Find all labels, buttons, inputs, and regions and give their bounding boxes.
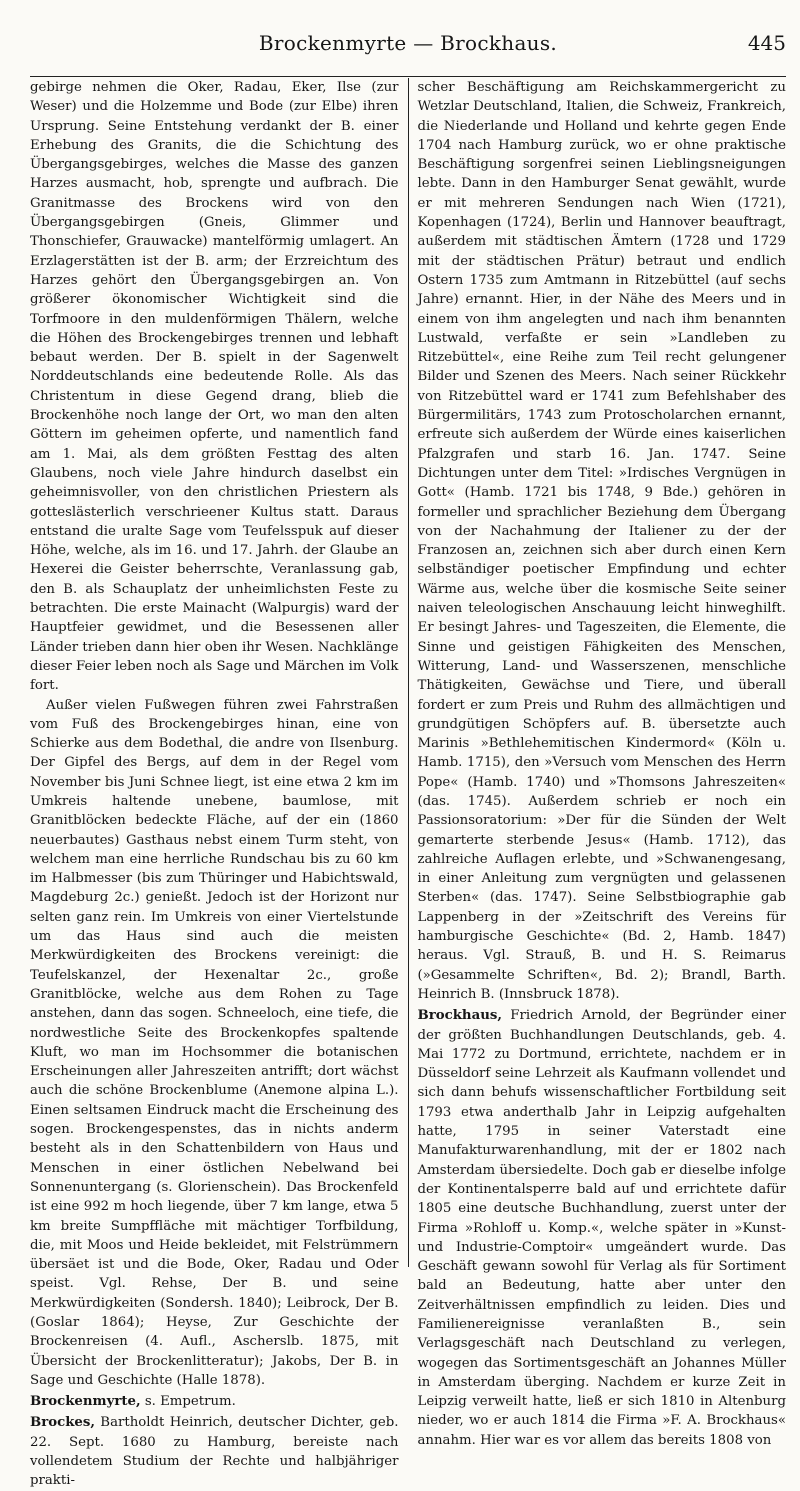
header-rule <box>30 76 786 77</box>
left-column <box>30 78 399 1489</box>
headword-brockhaus: Brockhaus, <box>417 1008 502 1024</box>
entry-brockhaus-text: Friedrich Arnold, der Begründer einer der größten Buchhandlungen Deutschlands, geb. 4. Mai 1772 zu Dortmund, errichtete, nachdem er in Düsseldorf seine Lehrzeit als Kaufmann vollendet und sich dann behufs wissenschaftlicher Fortbildung seit 1793 etwa anderthalb Jahr in Leipzig aufgehalten hatte, 1795 in seiner Vaterstadt eine Manufakturwarenhandlung, mit der er 1802 nach Amsterdam übersiedelte. Doch gab er dieselbe infolge der Kontinentalsperre bald auf und errichtete dafür 1805 eine deutsche Buchhandlung, zuerst unter der Firma »Rohloff u. Komp.«, welche später in »Kunst- und Industrie-Comptoir« umgeändert wurde. Das Geschäft gewann sowohl für Verlag als für Sortiment bald an Bedeutung, hatte aber unter den Zeitverhältnissen empfindlich zu leiden. Dies und Familienereignisse veranlaßten B., sein Verlagsgeschäft nach Deutschland zu verlegen, wogegen das Sortimentsgeschäft an Johannes Müller in Amsterdam überging. Nachdem er kurze Zeit in Leipzig verweilt hatte, ließ er sich 1810 in Altenburg nieder, wo er auch 1814 die Firma »F. A. Brockhaus« annahm. Hier war es vor allem das bereits 1808 von <box>417 1008 786 1448</box>
entry-brockenmyrte <box>30 1392 399 1411</box>
brocken-paragraph-2: Außer vielen Fußwegen führen zwei Fahrstraßen vom Fuß des Brockengebirges hinan, eine von Schierke aus dem Bodethal, die andre von Ilsenburg. Der Gipfel des Bergs, auf dem in der Regel vom November bis Juni Schnee liegt, ist eine etwa 2 km im Umkreis haltende unebene, baumlose, mit Granitblöcken bedeckte Fläche, auf der ein (1860 neuerbautes) Gasthaus nebst einem Turm steht, von welchem man eine herrliche Rundschau bis zu 60 km im Halbmesser (bis zum Thüringer und Habichtswald, Magdeburg 2c.) genießt. Jedoch ist der Horizont nur selten ganz rein. Im Umkreis von einer Viertelstunde um das Haus sind auch die meisten Merkwürdigkeiten des Brockens vereinigt: die Teufelskanzel, der Hexenaltar 2c., große Granitblöcke, welche aus dem Rohen zu Tage anstehen, dann das sogen. Schneeloch, eine tiefe, die nordwestliche Seite des Brockenkopfes spaltende Kluft, wo man im Hochsommer die botanischen Erscheinungen aller Jahreszeiten antrifft; dort wächst auch die schöne Brockenblume (Anemone alpina L.). Einen seltsamen Eindruck macht die Erscheinung des sogen. Brockengespenstes, das in nichts anderm besteht als in den Schattenbildern von Haus und Menschen in einer östlichen Nebelwand bei Sonnenuntergang (s. Glorienschein). Das Brockenfeld ist eine 992 m hoch liegende, über 7 km lange, etwa 5 km breite Sumpffläche mit mächtiger Torfbildung, die, mit Moos und Heide bekleidet, mit Felstrümmern übersäet ist und die Bode, Oker, Radau und Oder speist. Vgl. Rehse, Der B. und seine Merkwürdigkeiten (Sondersh. 1840); Leibrock, Der B. (Goslar 1864); Heyse, Zur Geschichte der Brockenreisen (4. Aufl., Ascherslb. 1875, mit Übersicht der Brockenlitteratur); Jakobs, Der B. in Sage und Geschichte (Halle 1878). <box>30 697 399 1388</box>
brocken-paragraph-1: gebirge nehmen die Oker, Radau, Eker, Ilse (zur Weser) und die Holzemme und Bode (zur Elbe) ihren Ursprung. Seine Entstehung verdankt der B. einer Erhebung des Granits, die die Schichtung des Übergangsgebirges, welches die Masse des ganzen Harzes ausmacht, hob, sprengte und aufbrach. Die Granitmasse des Brockens wird von den Übergangsgebirgen (Gneis, Glimmer und Thonschiefer, Grauwacke) mantelförmig umlagert. An Erzlagerstätten ist der B. arm; der Erzreichtum des Harzes gehört den Übergangsgebirgen an. Von größerer ökonomischer Wichtigkeit sind die Torfmoore in den muldenförmigen Thälern, welche die Höhen des Brockengebirges trennen und lebhaft bebaut werden. Der B. spielt in der Sagenwelt Norddeutschlands eine bedeutende Rolle. Als das Christentum in diese Gegend drang, blieb die Brockenhöhe noch lange der Ort, wo man den alten Göttern im geheimen opferte, und namentlich fand am 1. Mai, als dem größten Festtag des alten Glaubens, noch viele Jahre hindurch daselbst ein geheimnisvoller, von den christlichen Priestern als gotteslästerlich verschrieener Kultus statt. Daraus entstand die uralte Sage vom Teufelsspuk auf dieser Höhe, welche, als im 16. und 17. Jahrh. der Glaube an Hexerei die Geister beherrschte, Veranlassung gab, den B. als Schauplatz der unheimlichsten Feste zu betrachten. Die erste Mainacht (Walpurgis) ward der Hauptfeier gewidmet, und die Besessenen aller Länder trieben dann hier oben ihr Wesen. Nachklänge dieser Feier leben noch als Sage und Märchen im Volk fort. <box>30 80 399 694</box>
headword-brockenmyrte: Brockenmyrte, <box>30 1394 141 1410</box>
text-columns <box>30 78 786 1489</box>
brockes-continuation: scher Beschäftigung am Reichskammergericht zu Wetzlar Deutschland, Italien, die Schweiz, Frankreich, die Niederlande und Holland und kehrte gegen Ende 1704 nach Hamburg zurück, wo er ohne praktische Beschäftigung sorgenfrei seinen Lieblingsneigungen lebte. Dann in den Hamburger Senat gewählt, wurde er mit mehreren Sendungen nach Wien (1721), Kopenhagen (1724), Berlin und Hannover beauftragt, außerdem mit städtischen Ämtern (1728 und 1729 mit der städtischen Prätur) betraut und endlich Ostern 1735 zum Amtmann in Ritzebüttel (auf sechs Jahre) ernannt. Hier, in der Nähe des Meers und in einem von ihm angelegten und nach ihm benannten Lustwald, verfaßte er sein »Landleben zu Ritzebüttel«, eine Reihe zum Teil recht gelungener Bilder und Szenen des Meers. Nach seiner Rückkehr von Ritzebüttel ward er 1741 zum Befehlshaber des Bürgermilitärs, 1743 zum Protoscholarchen ernannt, erfreute sich außerdem der Würde eines kaiserlichen Pfalzgrafen und starb 16. Jan. 1747. Seine Dichtungen unter dem Titel: »Irdisches Vergnügen in Gott« (Hamb. 1721 bis 1748, 9 Bde.) gehören in formeller und sprachlicher Beziehung dem Übergang von der Nachahmung der Italiener zu der der Franzosen an, zeichnen sich aber durch einen Kern selbständiger poetischer Empfindung und echter Wärme aus, welche über die kosmische Seite seiner naiven teleologischen Anschauung leicht hinweghilft. Er besingt Jahres- und Tageszeiten, die Elemente, die Sinne und geistigen Fähigkeiten des Menschen, Witterung, Land- und Wasserszenen, menschliche Thätigkeiten, Gewächse und Tiere, und überall fordert er zum Preis und Ruhm des allmächtigen und grundgütigen Schöpfers auf. B. übersetzte auch Marinis »Bethlehemitischen Kindermord« (Köln u. Hamb. 1715), den »Versuch vom Menschen des Herrn Pope« (Hamb. 1740) und »Thomsons Jahreszeiten« (das. 1745). Außerdem schrieb er noch ein Passionsoratorium: »Der für die Sünden der Welt gemarterte sterbende Jesus« (Hamb. 1712), das zahlreiche Auflagen erlebte, und »Schwanengesang, in einer Anleitung zum vergnügten und gelassenen Sterben« (das. 1747). Seine Selbstbiographie gab Lappenberg in der »Zeitschrift des Vereins für hamburgische Geschichte« (Bd. 2, Hamb. 1847) heraus. Vgl. Strauß, B. und H. S. Reimarus (»Gesammelte Schriften«, Bd. 2); Brandl, Barth. Heinrich B. (Innsbruck 1878). <box>417 80 786 1002</box>
page-header <box>30 31 786 63</box>
entry-brockes <box>30 1413 399 1490</box>
page-number: 445 <box>747 31 786 55</box>
entry-brockhaus <box>417 1006 786 1450</box>
column-divider <box>408 78 409 1267</box>
right-column <box>417 78 786 1448</box>
running-title: Brockenmyrte — Brockhaus. <box>258 31 558 55</box>
entry-brockes-text: Bartholdt Heinrich, deutscher Dichter, geb. 22. Sept. 1680 zu Hamburg, bereiste nach vollendetem Studium der Rechte und halbjähriger prakti- <box>30 1415 399 1489</box>
entry-brockenmyrte-text: s. Empetrum. <box>140 1394 236 1410</box>
headword-brockes: Brockes, <box>30 1415 95 1431</box>
